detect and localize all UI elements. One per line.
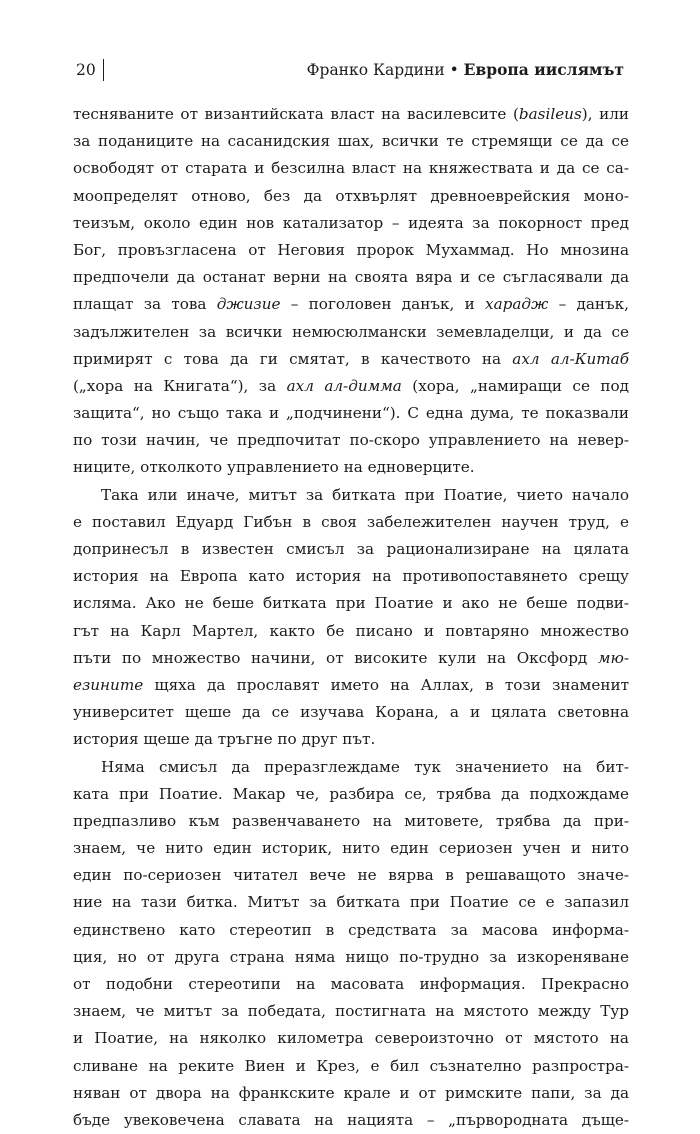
italic-text: ахл ал-Китаб xyxy=(512,349,629,368)
text-segment: – поголовен данък, и xyxy=(280,295,486,314)
text-line xyxy=(73,998,629,1025)
text-segment: моопределят отново, без да отхвърлят древноеврейския моно- xyxy=(73,186,629,205)
italic-text: мю- xyxy=(597,648,629,667)
text-line xyxy=(73,346,629,373)
italic-text: basileus xyxy=(518,105,582,123)
text-segment: защита“, но също така и „подчинени“). С една дума, те показвали xyxy=(73,404,629,423)
text-segment: освободят от старата и безсилна власт на княжествата и да се са- xyxy=(73,159,629,178)
running-head xyxy=(307,58,624,82)
text-line xyxy=(73,1107,629,1134)
text-segment: пъти по множество начини, от високите кули на Оксфорд xyxy=(73,648,598,667)
text-line xyxy=(73,645,629,672)
text-line xyxy=(73,101,629,128)
page-number: 20 xyxy=(76,61,96,79)
text-line xyxy=(73,971,629,998)
text-segment: знаем, че нито един историк, нито един сериозен учен и нито xyxy=(73,839,629,858)
text-segment: ката при Поатие. Макар че, разбира се, трябва да подхождаме xyxy=(73,784,629,803)
text-segment: – данък, xyxy=(548,295,630,314)
text-line xyxy=(73,536,629,563)
text-segment: единствено като стереотип в средствата за масова информа- xyxy=(73,920,629,939)
text-segment: за поданиците на сасанидския шах, всички те стремящи се да се xyxy=(73,132,629,151)
text-line xyxy=(73,726,629,753)
text-line xyxy=(73,319,629,346)
text-segment: исляма. Ако не беше битката при Поатие и ако не беше подви- xyxy=(73,594,629,613)
text-line xyxy=(73,400,629,427)
text-line xyxy=(73,835,629,862)
text-segment: щяха да прославят името на Аллах, в този знаменит xyxy=(143,675,629,694)
text-segment: предпочели да останат верни на своята вяра и се съгласявали да xyxy=(73,268,629,287)
text-segment: знаем, че митът за победата, постигната на мястото между Тур xyxy=(73,1002,629,1021)
text-segment: ние на тази битка. Митът за битката при Поатие се е запазил xyxy=(73,893,629,912)
book-title: Европа иислямът xyxy=(463,60,624,79)
body-text xyxy=(73,101,629,1134)
text-segment: и Поатие, на няколко километра североизточно от мястото на xyxy=(73,1029,629,1048)
text-line xyxy=(73,183,629,210)
text-line xyxy=(73,373,629,400)
text-line xyxy=(73,291,629,318)
text-line xyxy=(73,699,629,726)
text-segment: ниците, отколкото управлението на едноверците. xyxy=(73,458,475,477)
text-line xyxy=(73,1053,629,1080)
text-line xyxy=(73,128,629,155)
text-line xyxy=(73,889,629,916)
text-line xyxy=(73,618,629,645)
text-segment: по този начин, че предпочитат по-скоро управлението на невер- xyxy=(73,431,629,450)
italic-text: езините xyxy=(73,675,144,694)
text-line xyxy=(73,781,629,808)
text-line xyxy=(73,672,629,699)
text-segment: задължителен за всички немюсюлмански земевладелци, и да се xyxy=(73,322,629,341)
text-line xyxy=(73,155,629,182)
text-line xyxy=(73,482,629,509)
text-segment: бъде увековечена славата на нацията – „първородната дъще- xyxy=(73,1110,629,1129)
text-segment: гът на Карл Мартел, както бе писано и повтаряно множество xyxy=(73,621,629,640)
text-segment: от подобни стереотипи на масовата информация. Прекрасно xyxy=(73,975,629,993)
text-segment: плащат за това xyxy=(73,295,217,314)
text-segment: теизъм, около един нов катализатор – идеята за покорност пред xyxy=(73,213,629,232)
text-segment: история щеше да тръгне по друг път. xyxy=(73,730,376,749)
text-line xyxy=(73,210,629,237)
text-segment: един по-сериозен читател вече не вярва в решаващото значе- xyxy=(73,866,629,885)
text-line xyxy=(73,944,629,971)
text-line xyxy=(73,590,629,617)
text-segment: ция, но от друга страна няма нищо по-трудно за изкореняване xyxy=(73,947,629,966)
text-segment: Така или иначе, митът за битката при Поатие, чието начало xyxy=(101,485,629,504)
text-segment: примирят с това да ги смятат, в качеството на xyxy=(73,349,513,368)
text-segment: е поставил Едуард Гибън в своя забележителен научен труд, е xyxy=(73,512,629,531)
text-segment: няван от двора на франкските крале и от римските папи, за да xyxy=(73,1083,629,1102)
text-line xyxy=(73,237,629,264)
text-segment: тесняваните от византийската власт на василевсите ( xyxy=(73,105,519,123)
text-line xyxy=(73,754,629,781)
text-segment: Няма смисъл да преразглеждаме тук значението на бит- xyxy=(101,757,629,776)
text-segment: история на Европа като история на противопоставянето срещу xyxy=(73,567,629,586)
running-header xyxy=(76,58,624,82)
text-line xyxy=(73,264,629,291)
text-segment: Бог, провъзгласена от Неговия пророк Мухаммад. Но мнозина xyxy=(73,240,629,259)
text-line xyxy=(73,509,629,536)
text-segment: предпазливо към развенчаването на митовете, трябва да при- xyxy=(73,811,629,830)
text-segment: сливане на реките Виен и Крез, е бил съзнателно разпростра- xyxy=(73,1056,629,1075)
italic-text: харадж xyxy=(485,295,549,314)
text-line xyxy=(73,808,629,835)
text-segment: („хора на Книгата“), за xyxy=(73,376,287,395)
text-segment: (хора, „намиращи се под xyxy=(401,376,629,395)
text-line xyxy=(73,427,629,454)
author-name: Франко Кардини xyxy=(306,61,445,79)
text-line xyxy=(73,454,629,481)
header-separator: • xyxy=(444,61,464,79)
text-segment: допринесъл в известен смисъл за рационализиране на цялата xyxy=(73,540,629,558)
text-segment: ), или xyxy=(581,105,629,123)
text-segment: университет щеше да се изучава Корана, а и цялата световна xyxy=(73,703,629,722)
italic-text: ахл ал-димма xyxy=(286,376,402,395)
italic-text: джизие xyxy=(216,295,281,314)
text-line xyxy=(73,1025,629,1052)
text-line xyxy=(73,1080,629,1107)
text-line xyxy=(73,862,629,889)
page-number-divider xyxy=(103,59,104,81)
text-line xyxy=(73,917,629,944)
text-line xyxy=(73,563,629,590)
